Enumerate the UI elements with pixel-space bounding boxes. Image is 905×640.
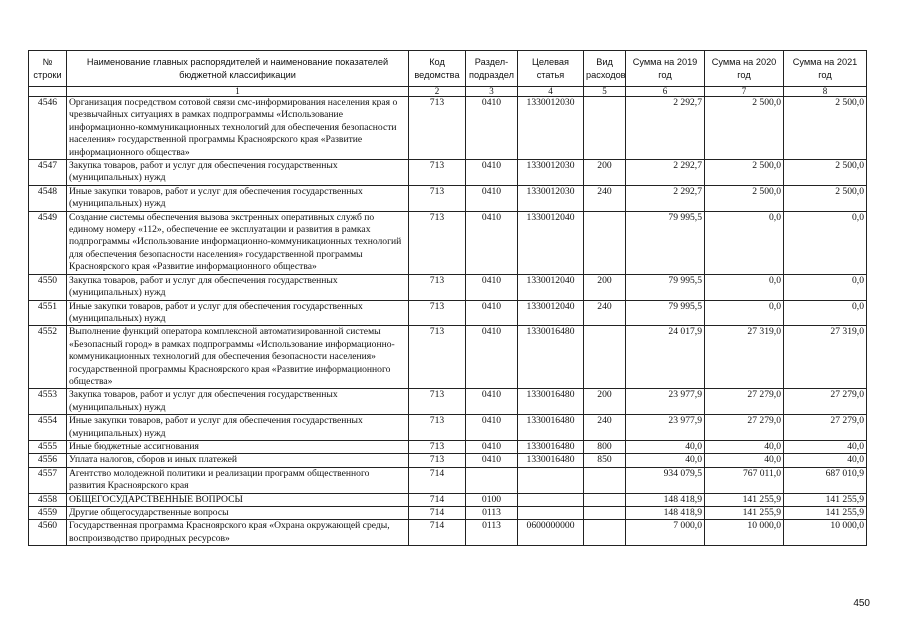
target-article: 1330012040	[518, 300, 584, 326]
section-code: 0410	[466, 440, 518, 453]
department-code: 713	[409, 185, 466, 211]
column-number: 3	[466, 87, 518, 97]
expense-type	[584, 326, 626, 389]
table-body	[29, 97, 867, 546]
budget-table	[28, 50, 867, 546]
table-row	[29, 185, 867, 211]
expense-type	[584, 97, 626, 160]
sum-2019: 40,0	[626, 454, 705, 467]
department-code: 713	[409, 300, 466, 326]
section-code: 0410	[466, 300, 518, 326]
target-article: 1330016480	[518, 326, 584, 389]
sum-2019: 7 000,0	[626, 520, 705, 546]
table-row	[29, 467, 867, 493]
sum-2019: 2 292,7	[626, 160, 705, 186]
column-number: 8	[784, 87, 867, 97]
header-name: Наименование главных распорядителей и наименование показателей бюджетной классификации	[67, 51, 409, 87]
expense-type	[584, 493, 626, 506]
sum-2020: 27 279,0	[705, 415, 784, 441]
table-row	[29, 211, 867, 274]
section-code: 0410	[466, 415, 518, 441]
sum-2020: 141 255,9	[705, 493, 784, 506]
department-code: 713	[409, 274, 466, 300]
table-row	[29, 274, 867, 300]
target-article: 1330016480	[518, 440, 584, 453]
table-row	[29, 520, 867, 546]
table-row	[29, 300, 867, 326]
expense-type: 240	[584, 415, 626, 441]
sum-2020: 2 500,0	[705, 97, 784, 160]
header-department-code: Код ведомства	[409, 51, 466, 87]
row-name: Организация посредством сотовой связи смс-информирования населения края о чрезвычайных ситуациях в рамках подпрограммы «Использование информационно-коммуникационных технологий для обеспечения безопасности населения» государственной программы Красноярского края «Развитие информационного общества»	[67, 97, 409, 160]
target-article: 1330012040	[518, 211, 584, 274]
sum-2020: 767 011,0	[705, 467, 784, 493]
sum-2019: 23 977,9	[626, 415, 705, 441]
sum-2019: 79 995,5	[626, 300, 705, 326]
section-code: 0410	[466, 160, 518, 186]
sum-2019: 148 418,9	[626, 493, 705, 506]
department-code: 713	[409, 415, 466, 441]
row-name: Закупка товаров, работ и услуг для обеспечения государственных (муниципальных) нужд	[67, 274, 409, 300]
row-name: Иные закупки товаров, работ и услуг для обеспечения государственных (муниципальных) нужд	[67, 185, 409, 211]
header-expense-type: Вид расходов	[584, 51, 626, 87]
sum-2019: 40,0	[626, 440, 705, 453]
department-code: 713	[409, 326, 466, 389]
department-code: 713	[409, 211, 466, 274]
target-article: 0600000000	[518, 520, 584, 546]
row-name: Закупка товаров, работ и услуг для обеспечения государственных (муниципальных) нужд	[67, 160, 409, 186]
sum-2019: 79 995,5	[626, 274, 705, 300]
header-section: Раздел-подраздел	[466, 51, 518, 87]
sum-2021: 0,0	[784, 300, 867, 326]
row-number: 4546	[29, 97, 67, 160]
table-row	[29, 415, 867, 441]
target-article: 1330016480	[518, 415, 584, 441]
expense-type: 200	[584, 274, 626, 300]
sum-2021: 141 255,9	[784, 507, 867, 520]
section-code: 0113	[466, 507, 518, 520]
expense-type: 240	[584, 185, 626, 211]
sum-2020: 40,0	[705, 440, 784, 453]
expense-type: 850	[584, 454, 626, 467]
sum-2021: 2 500,0	[784, 185, 867, 211]
page-number: 450	[853, 598, 870, 609]
row-number: 4557	[29, 467, 67, 493]
expense-type: 240	[584, 300, 626, 326]
target-article: 1330016480	[518, 454, 584, 467]
sum-2020: 10 000,0	[705, 520, 784, 546]
sum-2021: 40,0	[784, 440, 867, 453]
sum-2021: 27 279,0	[784, 415, 867, 441]
row-name: ОБЩЕГОСУДАРСТВЕННЫЕ ВОПРОСЫ	[67, 493, 409, 506]
target-article: 1330012040	[518, 274, 584, 300]
sum-2020: 40,0	[705, 454, 784, 467]
sum-2019: 2 292,7	[626, 97, 705, 160]
expense-type: 800	[584, 440, 626, 453]
sum-2019: 79 995,5	[626, 211, 705, 274]
column-number: 1	[67, 87, 409, 97]
header-sum-2020: Сумма на 2020 год	[705, 51, 784, 87]
row-number: 4556	[29, 454, 67, 467]
section-code: 0410	[466, 389, 518, 415]
row-number: 4560	[29, 520, 67, 546]
column-number	[29, 87, 67, 97]
table-row	[29, 160, 867, 186]
department-code: 714	[409, 467, 466, 493]
section-code	[466, 467, 518, 493]
row-number: 4552	[29, 326, 67, 389]
sum-2021: 2 500,0	[784, 160, 867, 186]
sum-2020: 27 319,0	[705, 326, 784, 389]
sum-2020: 2 500,0	[705, 185, 784, 211]
sum-2020: 0,0	[705, 300, 784, 326]
column-number: 6	[626, 87, 705, 97]
expense-type: 200	[584, 389, 626, 415]
header-sum-2021: Сумма на 2021 год	[784, 51, 867, 87]
sum-2020: 141 255,9	[705, 507, 784, 520]
row-name: Другие общегосударственные вопросы	[67, 507, 409, 520]
target-article	[518, 507, 584, 520]
row-name: Иные бюджетные ассигнования	[67, 440, 409, 453]
table-header	[29, 51, 867, 97]
sum-2020: 0,0	[705, 274, 784, 300]
target-article	[518, 493, 584, 506]
department-code: 713	[409, 454, 466, 467]
sum-2019: 148 418,9	[626, 507, 705, 520]
sum-2021: 2 500,0	[784, 97, 867, 160]
sum-2021: 27 279,0	[784, 389, 867, 415]
row-number: 4550	[29, 274, 67, 300]
department-code: 713	[409, 440, 466, 453]
sum-2021: 10 000,0	[784, 520, 867, 546]
target-article: 1330012030	[518, 160, 584, 186]
section-code: 0113	[466, 520, 518, 546]
sum-2021: 687 010,9	[784, 467, 867, 493]
expense-type: 200	[584, 160, 626, 186]
row-number: 4553	[29, 389, 67, 415]
target-article: 1330012030	[518, 185, 584, 211]
table-row	[29, 440, 867, 453]
row-number: 4559	[29, 507, 67, 520]
row-number: 4558	[29, 493, 67, 506]
department-code: 713	[409, 389, 466, 415]
sum-2020: 2 500,0	[705, 160, 784, 186]
row-number: 4551	[29, 300, 67, 326]
expense-type	[584, 520, 626, 546]
sum-2019: 23 977,9	[626, 389, 705, 415]
sum-2021: 27 319,0	[784, 326, 867, 389]
department-code: 714	[409, 493, 466, 506]
expense-type	[584, 467, 626, 493]
row-name: Агентство молодежной политики и реализации программ общественного развития Красноярского края	[67, 467, 409, 493]
header-sum-2019: Сумма на 2019 год	[626, 51, 705, 87]
section-code: 0410	[466, 274, 518, 300]
row-name: Иные закупки товаров, работ и услуг для обеспечения государственных (муниципальных) нужд	[67, 300, 409, 326]
table-row	[29, 97, 867, 160]
table-row	[29, 326, 867, 389]
column-number: 5	[584, 87, 626, 97]
table-row	[29, 493, 867, 506]
section-code: 0410	[466, 211, 518, 274]
row-name: Выполнение функций оператора комплексной автоматизированной системы «Безопасный город» в рамках подпрограммы «Использование информационно-коммуникационных технологий для обеспечения безопасности населения» государственной программы Красноярского края «Развитие информационного общества»	[67, 326, 409, 389]
sum-2021: 40,0	[784, 454, 867, 467]
column-number: 7	[705, 87, 784, 97]
section-code: 0100	[466, 493, 518, 506]
department-code: 714	[409, 507, 466, 520]
row-name: Уплата налогов, сборов и иных платежей	[67, 454, 409, 467]
row-number: 4555	[29, 440, 67, 453]
row-number: 4548	[29, 185, 67, 211]
header-target-article: Целевая статья	[518, 51, 584, 87]
table-row	[29, 389, 867, 415]
expense-type	[584, 211, 626, 274]
row-number: 4549	[29, 211, 67, 274]
row-name: Иные закупки товаров, работ и услуг для обеспечения государственных (муниципальных) нужд	[67, 415, 409, 441]
section-code: 0410	[466, 326, 518, 389]
column-number: 2	[409, 87, 466, 97]
sum-2019: 24 017,9	[626, 326, 705, 389]
sum-2021: 0,0	[784, 274, 867, 300]
table-row	[29, 507, 867, 520]
department-code: 713	[409, 160, 466, 186]
target-article: 1330016480	[518, 389, 584, 415]
row-number: 4547	[29, 160, 67, 186]
expense-type	[584, 507, 626, 520]
section-code: 0410	[466, 185, 518, 211]
target-article: 1330012030	[518, 97, 584, 160]
sum-2019: 934 079,5	[626, 467, 705, 493]
sum-2020: 27 279,0	[705, 389, 784, 415]
sum-2019: 2 292,7	[626, 185, 705, 211]
target-article	[518, 467, 584, 493]
row-number: 4554	[29, 415, 67, 441]
table-row	[29, 454, 867, 467]
section-code: 0410	[466, 97, 518, 160]
row-name: Создание системы обеспечения вызова экстренных оперативных служб по единому номеру «112», обеспечение ее эксплуатации и развития в рамках подпрограммы «Использование информационно-коммуникационных технологий для обеспечения безопасности населения» государственной программы Красноярского края «Развитие информационного общества»	[67, 211, 409, 274]
department-code: 713	[409, 97, 466, 160]
section-code: 0410	[466, 454, 518, 467]
column-number: 4	[518, 87, 584, 97]
header-row-number: № строки	[29, 51, 67, 87]
row-name: Закупка товаров, работ и услуг для обеспечения государственных (муниципальных) нужд	[67, 389, 409, 415]
sum-2021: 0,0	[784, 211, 867, 274]
row-name: Государственная программа Красноярского края «Охрана окружающей среды, воспроизводство природных ресурсов»	[67, 520, 409, 546]
sum-2020: 0,0	[705, 211, 784, 274]
sum-2021: 141 255,9	[784, 493, 867, 506]
department-code: 714	[409, 520, 466, 546]
